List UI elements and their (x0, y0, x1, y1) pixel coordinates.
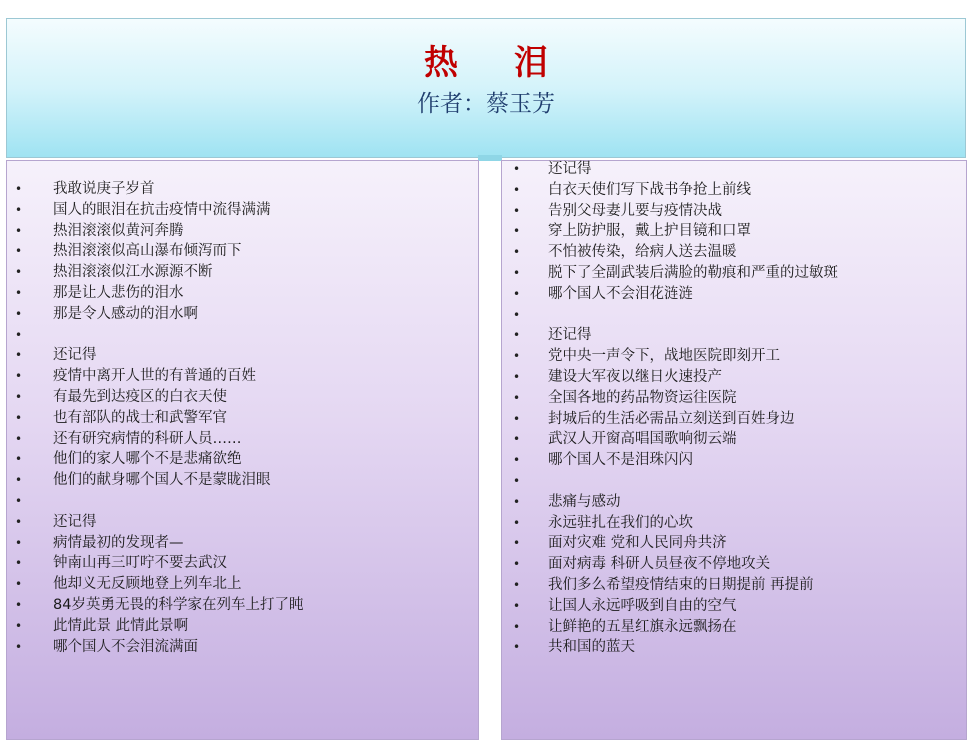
poem-line-text: 脱下了全副武装后满脸的勒痕和严重的过敏斑 (548, 264, 838, 281)
poem-line-text: 武汉人开窗高唱国歌响彻云端 (548, 431, 737, 448)
poem-line-text: 那是让人悲伤的泪水 (53, 284, 184, 301)
poem-line-text: 封城后的生活必需品立刻送到百姓身边 (548, 410, 795, 427)
poem-line (502, 325, 966, 346)
poem-line (502, 284, 966, 305)
poem-line-text: 病情最初的发现者— (53, 534, 184, 551)
poem-line (502, 492, 966, 513)
bullet-icon: • (15, 493, 23, 508)
bullet-icon: • (15, 306, 23, 321)
poem-line-text: 永远驻扎在我们的心坎 (548, 514, 693, 531)
bullet-icon: • (15, 389, 23, 404)
poem-line (502, 346, 966, 367)
poem-line (502, 242, 966, 263)
poem-line (7, 553, 478, 574)
bullet-icon: • (513, 411, 521, 426)
poem-line-text: 面对病毒 科研人员昼夜不停地攻关 (548, 556, 771, 573)
poem-line (502, 617, 966, 638)
poem-line-text: 还有研究病情的科研人员…… (53, 430, 242, 447)
poem-line (7, 491, 478, 512)
bullet-icon: • (513, 515, 521, 530)
bullet-icon: • (15, 202, 23, 217)
poem-line (502, 305, 966, 326)
poem-line-text: 他们的家人哪个不是悲痛欲绝 (53, 451, 242, 468)
poem-line (7, 325, 478, 346)
bullet-icon: • (513, 349, 521, 364)
bullet-icon: • (513, 453, 521, 468)
bullet-icon: • (15, 639, 23, 654)
poem-line (502, 367, 966, 388)
bullet-icon: • (15, 182, 23, 196)
poem-line (502, 388, 966, 409)
poem-line (7, 262, 478, 283)
bullet-icon: • (513, 203, 521, 218)
right-text-panel (501, 160, 967, 740)
bullet-icon: • (513, 557, 521, 572)
bullet-icon: • (15, 514, 23, 529)
bullet-icon: • (513, 245, 521, 260)
poem-line-text: 热泪滚滚似江水源源不断 (53, 264, 213, 281)
bullet-icon: • (15, 431, 23, 446)
poem-line-text: 告别父母妻儿要与疫情决战 (548, 202, 722, 219)
poem-line (7, 533, 478, 554)
bullet-icon: • (513, 598, 521, 613)
poem-line (7, 221, 478, 242)
poem-line (502, 554, 966, 575)
poem-line-text: 国人的眼泪在抗击疫情中流得满满 (53, 201, 271, 218)
poem-line-text: 共和国的蓝天 (548, 639, 635, 656)
poem-line-text: 热泪滚滚似高山瀑布倾泻而下 (53, 243, 242, 260)
poem-line-text: 建设大军夜以继日火速投产 (548, 368, 722, 385)
poem-line-text: 他们的献身哪个国人不是蒙眬泪眼 (53, 472, 271, 489)
poem-line (7, 200, 478, 221)
poem-line (7, 179, 478, 200)
poem-line-text: 疫情中离开人世的有普通的百姓 (53, 368, 256, 385)
poem-line-text: 让国人永远呼吸到自由的空气 (548, 597, 737, 614)
poem-line-text: 哪个国人不会泪花涟涟 (548, 285, 693, 302)
bullet-icon: • (15, 410, 23, 425)
poem-line-text: 我们多么希望疫情结束的日期提前 再提前 (548, 576, 814, 593)
poem-line-text: 全国各地的药品物资运往医院 (548, 389, 737, 406)
bullet-icon: • (513, 619, 521, 634)
poem-line-text: 哪个国人不会泪流满面 (53, 638, 198, 655)
bullet-icon: • (513, 286, 521, 301)
poem-line-text: 哪个国人不是泪珠闪闪 (548, 452, 693, 469)
bullet-icon: • (513, 369, 521, 384)
poem-line (502, 596, 966, 617)
poem-line (7, 595, 478, 616)
bullet-icon: • (513, 307, 521, 322)
bullet-icon: • (15, 556, 23, 571)
bullet-icon: • (15, 369, 23, 384)
poem-title-char-2: 泪 (514, 43, 548, 83)
bullet-icon: • (513, 265, 521, 280)
poem-line-text: 面对灾难 党和人民同舟共济 (548, 535, 727, 552)
bullet-icon: • (513, 494, 521, 509)
left-text-panel (6, 160, 479, 740)
poem-line-text: 白衣天使们写下战书争抢上前线 (548, 181, 751, 198)
poem-line (7, 304, 478, 325)
poem-line (7, 283, 478, 304)
poem-line (7, 429, 478, 450)
poem-line-text: 此情此景 此情此景啊 (53, 617, 189, 634)
poem-line (7, 387, 478, 408)
poem-line (502, 159, 966, 180)
bullet-icon: • (513, 224, 521, 239)
poem-line-text: 他却义无反顾地登上列车北上 (53, 576, 242, 593)
poem-line (7, 241, 478, 262)
bullet-icon: • (513, 577, 521, 592)
bullet-icon: • (15, 348, 23, 363)
bullet-icon: • (15, 535, 23, 550)
poem-line-text: 热泪滚滚似黄河奔腾 (53, 222, 184, 239)
bullet-icon: • (15, 597, 23, 612)
poem-line (502, 637, 966, 658)
poem-line-text: 让鲜艳的五星红旗永远飘扬在 (548, 618, 737, 635)
bullet-icon: • (15, 244, 23, 259)
poem-line (502, 533, 966, 554)
poem-line (7, 637, 478, 658)
poem-line (7, 470, 478, 491)
left-bullet-list (7, 179, 478, 657)
bullet-icon: • (15, 265, 23, 280)
bullet-icon: • (15, 577, 23, 592)
bullet-icon: • (513, 473, 521, 488)
poem-line (502, 409, 966, 430)
poem-line-text: 那是令人感动的泪水啊 (53, 305, 198, 322)
bullet-icon: • (15, 618, 23, 633)
bullet-icon: • (15, 223, 23, 238)
poem-title (7, 43, 965, 83)
poem-line-text: 也有部队的战士和武警军官 (53, 409, 227, 426)
poem-line (502, 513, 966, 534)
bullet-icon: • (15, 473, 23, 488)
bullet-icon: • (513, 432, 521, 447)
poem-line-text: 有最先到达疫区的白衣天使 (53, 388, 227, 405)
bullet-icon: • (15, 452, 23, 467)
poem-line-text: 不怕被传染，给病人送去温暖 (548, 244, 737, 261)
bullet-icon: • (513, 162, 521, 176)
bullet-icon: • (513, 640, 521, 655)
poem-line (7, 512, 478, 533)
bullet-icon: • (513, 536, 521, 551)
bullet-icon: • (15, 285, 23, 300)
poem-line-text: 悲痛与感动 (548, 493, 621, 510)
poem-line-text: 84岁英勇无畏的科学家在列车上打了盹 (53, 596, 304, 613)
right-bullet-list (502, 159, 966, 658)
title-banner (6, 18, 966, 158)
poem-line (7, 449, 478, 470)
poem-author: 作者：蔡玉芳 (417, 91, 555, 117)
poem-line (502, 471, 966, 492)
poem-line-text: 还记得 (548, 327, 592, 344)
poem-line (7, 345, 478, 366)
bullet-icon: • (15, 327, 23, 342)
poem-line-text: 还记得 (53, 347, 97, 364)
poem-line (502, 221, 966, 242)
poem-line (7, 616, 478, 637)
poem-line-text: 穿上防护服，戴上护目镜和口罩 (548, 223, 751, 240)
banner-connector (478, 155, 502, 161)
poem-line-text: 钟南山再三叮咛不要去武汉 (53, 555, 227, 572)
poem-line (7, 408, 478, 429)
poem-line-text: 还记得 (53, 513, 97, 530)
poem-line-text: 还记得 (548, 161, 592, 177)
poem-line-text: 我敢说庚子岁首 (53, 181, 155, 197)
poem-line (7, 366, 478, 387)
poem-title-char-1: 热 (424, 43, 458, 83)
poem-line (7, 574, 478, 595)
poem-line (502, 575, 966, 596)
poem-line (502, 450, 966, 471)
poem-line (502, 263, 966, 284)
bullet-icon: • (513, 390, 521, 405)
bullet-icon: • (513, 182, 521, 197)
poem-line-text: 党中央一声令下，战地医院即刻开工 (548, 348, 780, 365)
poem-line (502, 429, 966, 450)
poem-line (502, 180, 966, 201)
bullet-icon: • (513, 328, 521, 343)
poem-line (502, 201, 966, 222)
